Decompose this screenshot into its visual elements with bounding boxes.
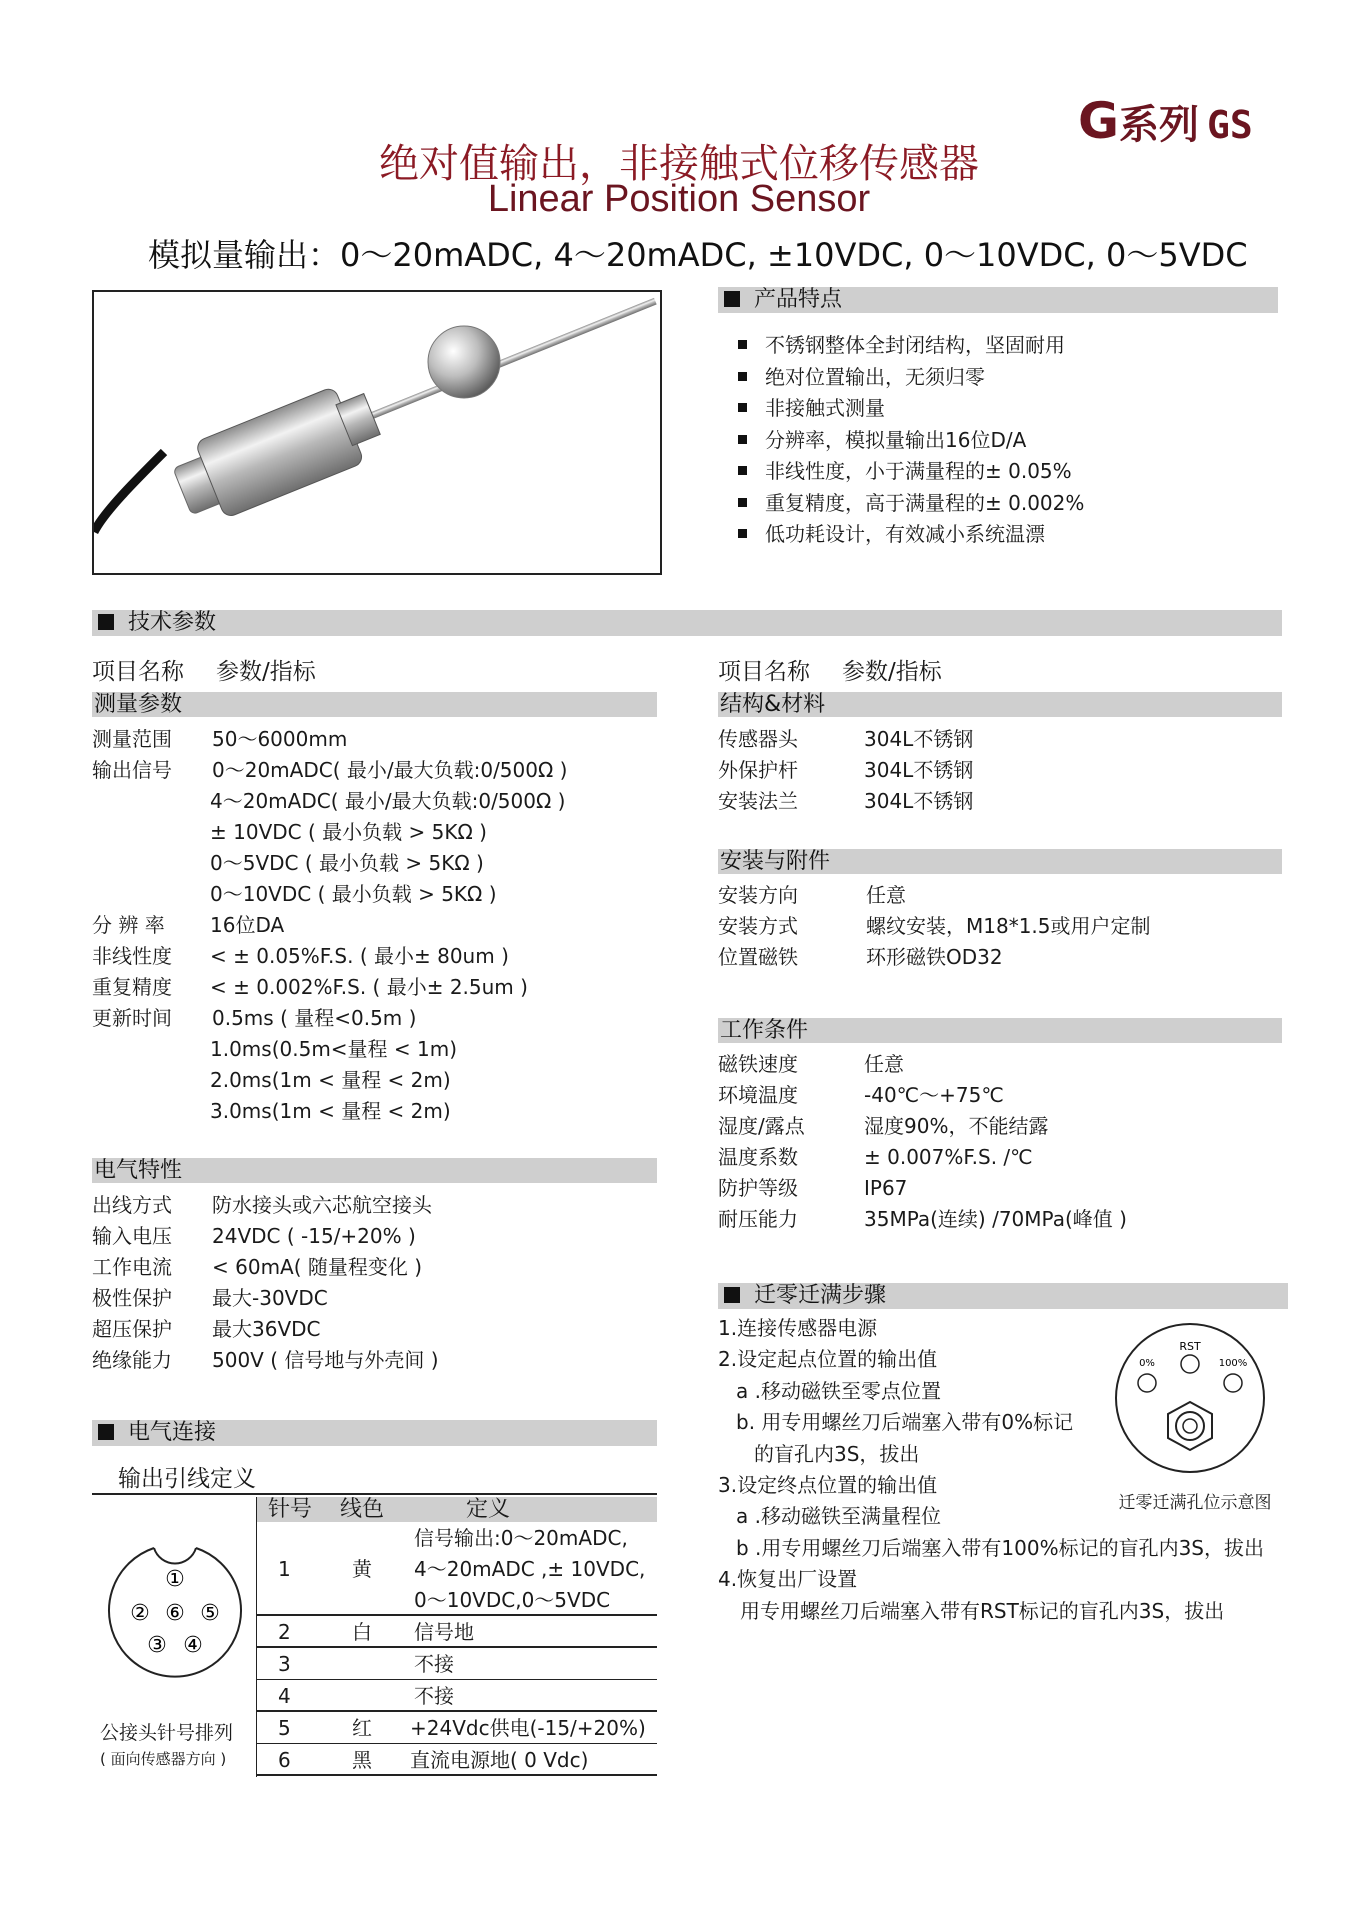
feature-item: 分辨率，模拟量输出16位D/A: [738, 425, 1084, 457]
col-pin: 针号: [268, 1497, 313, 1522]
feature-item: 低功耗设计，有效减小系统温漂: [738, 519, 1084, 551]
step-line: 2.设定起点位置的输出值: [718, 1347, 938, 1372]
connection-heading: 电气连接: [92, 1420, 657, 1446]
square-bullet-icon: [98, 614, 114, 630]
pin-2-label: ②: [130, 1601, 150, 1626]
features-heading: 产品特点: [718, 287, 1278, 313]
zero-span-diagram: [1100, 1320, 1280, 1490]
square-bullet-icon: [724, 1287, 740, 1303]
series-code: GS: [1207, 103, 1253, 147]
pin-1-label: ①: [165, 1567, 185, 1592]
series-letter: G: [1078, 92, 1120, 150]
full-label: 100%: [1218, 1358, 1248, 1369]
zero-span-heading: 迁零迁满步骤: [718, 1283, 1288, 1309]
feature-item: 非接触式测量: [738, 393, 1084, 425]
zero-hole-icon: [1138, 1374, 1156, 1392]
structure-heading: 结构&材料: [718, 692, 1282, 717]
connector-caption: 公接头针号排列: [100, 1722, 234, 1744]
square-bullet-icon: [724, 291, 740, 307]
right-column-header: 项目名称 参数/指标: [718, 659, 942, 685]
conditions-params: 磁铁速度 任意 环境温度 -40℃～+75℃ 湿度/露点 湿度90%，不能结露 温度系数 ± 0.007%F.S. /℃ 防护等级 IP67 耐压能力 35MPa(连续) /70MPa(峰值 ): [718, 1052, 1127, 1231]
product-photo: [92, 290, 662, 575]
feature-item: 非线性度，小于满量程的± 0.05%: [738, 456, 1084, 488]
feature-item: 绝对位置输出，无须归零: [738, 362, 1084, 394]
zero-label: 0%: [1139, 1358, 1155, 1369]
pin-table: [256, 1523, 657, 1783]
pin-table-top-rule: [92, 1493, 657, 1495]
pin-4-label: ④: [183, 1633, 203, 1658]
full-hole-icon: [1224, 1374, 1242, 1392]
structure-params: 传感器头 304L不锈钢 外保护杆 304L不锈钢 安装法兰 304L不锈钢: [718, 727, 974, 813]
step-line: 4.恢复出厂设置: [718, 1567, 858, 1592]
hex-nut-icon: [1168, 1402, 1212, 1450]
col-color: 线色: [340, 1497, 385, 1522]
measure-params: 测量范围 50～6000mm 输出信号 0～20mADC( 最小/最大负载:0/500Ω ) 4～20mADC( 最小/最大负载:0/500Ω ) ± 10VDC ( 最小负载 > 5KΩ ) 0～5VDC ( 最小负载 > 5KΩ ) 0～10VDC ( 最小负载 > 5KΩ ) 分 辨 率 16位DA 非线性度 < ± 0.05%F.S. ( 最小± 80um ) 重复精度 < ± 0.002%F.S. ( 最小± 2.5um ) 更新时间 0.5ms ( 量程<0.5m ) 1.0ms(0.5m<量程 < 1m) 2.0ms(1m < 量程 < 2m) 3.0ms(1m < 量程 < 2m): [92, 727, 568, 1123]
step-line: 的盲孔内3S，拔出: [754, 1441, 920, 1466]
connector-pin-diagram: [100, 1540, 250, 1690]
rst-label: RST: [1179, 1340, 1201, 1353]
page-title: 绝对值输出，非接触式位移传感器: [379, 141, 979, 187]
page-title-en: Linear Position Sensor: [487, 178, 871, 220]
table-row: 6 黑 直流电源地( 0 Vdc): [256, 1745, 657, 1776]
install-heading: 安装与附件: [718, 849, 1282, 874]
pin-3-label: ③: [147, 1633, 167, 1658]
feature-item: 重复精度，高于满量程的± 0.002%: [738, 488, 1084, 520]
step-line: a .移动磁铁至零点位置: [736, 1378, 941, 1403]
table-row: 5 红 +24Vdc供电(-15/+20%): [256, 1713, 657, 1744]
left-column-header: 项目名称 参数/指标: [92, 659, 316, 685]
pin-5-label: ⑤: [200, 1601, 220, 1626]
step-line: b. 用专用螺丝刀后端塞入带有0%标记: [736, 1410, 1074, 1435]
col-def: 定义: [466, 1497, 511, 1522]
install-params: 安装方向 任意 安装方式 螺纹安装，M18*1.5或用户定制 位置磁铁 环形磁铁OD32: [718, 883, 1151, 969]
zero-span-caption: 迁零迁满孔位示意图: [1118, 1493, 1272, 1513]
electrical-heading: 电气特性: [92, 1158, 657, 1183]
feature-item: 不锈钢整体全封闭结构，坚固耐用: [738, 330, 1084, 362]
tech-heading: 技术参数: [92, 610, 1282, 636]
measure-heading: 测量参数: [92, 692, 657, 717]
step-line: 1.连接传感器电源: [718, 1316, 878, 1340]
step-line: b .用专用螺丝刀后端塞入带有100%标记的盲孔内3S，拔出: [736, 1535, 1265, 1560]
analog-output-line: 模拟量输出：0～20mADC, 4～20mADC, ±10VDC, 0～10VDC, 0～5VDC: [148, 236, 1248, 274]
features-list: [738, 330, 1084, 551]
square-bullet-icon: [98, 1424, 114, 1440]
pin-table-header: [256, 1497, 657, 1522]
step-line: 用专用螺丝刀后端塞入带有RST标记的盲孔内3S，拔出: [740, 1598, 1225, 1623]
step-line: 3.设定终点位置的输出值: [718, 1472, 938, 1497]
table-row: 4 不接: [256, 1681, 657, 1712]
electrical-params: 出线方式 防水接头或六芯航空接头 输入电压 24VDC ( -15/+20% ) 工作电流 < 60mA( 随量程变化 ) 极性保护 最大-30VDC 超压保护 最大36VDC 绝缘能力 500V ( 信号地与外壳间 ): [92, 1193, 439, 1372]
table-row: 1 黄 信号输出:0～20mADC, 4～20mADC ,± 10VDC, 0～10VDC,0～5VDC: [256, 1523, 657, 1616]
table-row: 2 白 信号地: [256, 1617, 657, 1648]
rst-hole-icon: [1181, 1355, 1199, 1373]
connection-subtitle: 输出引线定义: [118, 1466, 256, 1492]
pin-table-divider: [256, 1497, 257, 1777]
table-row: 3 不接: [256, 1649, 657, 1680]
pin-6-label: ⑥: [165, 1601, 185, 1626]
sensor-illustration: [94, 292, 660, 573]
connector-caption-sub: ( 面向传感器方向 ): [100, 1750, 227, 1768]
conditions-heading: 工作条件: [718, 1018, 1282, 1043]
step-line: a .移动磁铁至满量程位: [736, 1504, 941, 1529]
series-word: 系列: [1119, 102, 1200, 148]
